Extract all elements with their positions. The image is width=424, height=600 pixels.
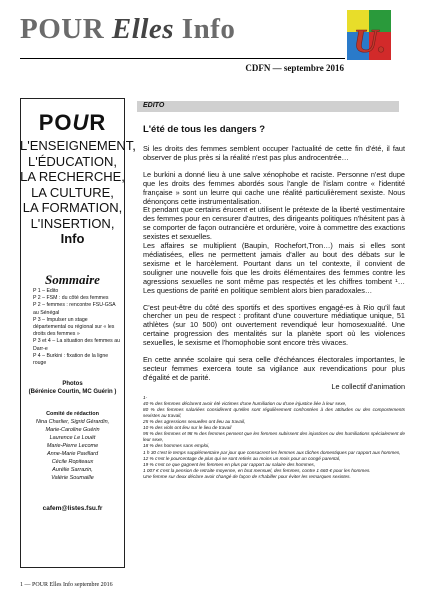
sommaire-item: P 3 – Impulser un stage départemental ou régional sur « les droits des femmes » xyxy=(33,316,115,338)
header-rule xyxy=(20,58,345,59)
theme-line: L'INSERTION, xyxy=(30,215,115,231)
photos-credit-block xyxy=(20,380,125,396)
fsu-logo-icon xyxy=(345,8,395,66)
edito-footnotes xyxy=(143,395,405,480)
photos-title: Photos xyxy=(62,381,83,387)
edito-paragraph: Et pendant que certains érucent et utilisent le prétexte de la liberté vestimentaire des femmes pour en censurer d'autres, des dirigeants politiques n'hésitent pas à se comporter de façon outrancière et ordurière, voire à commettre des exactions sexistes et sexuelles. xyxy=(143,205,405,242)
comite-member: Cécile Ropiteaux xyxy=(51,459,94,465)
edito-paragraph: Si les droits des femmes semblent occuper l'actualité de cette fin d'été, il faut observer de plus près si la réalité n'est pas plus androcentrée… xyxy=(143,144,405,162)
edito-label-bar xyxy=(137,101,399,112)
footnote: 19 % c'est ce que gagnent les femmes en plus par rapport au salaire des hommes, xyxy=(143,461,316,467)
footnote: 1 h 30 c'est le temps supplémentaire par jour que consacrent les femmes aux tâches domestiques par rapport aux hommes, xyxy=(143,449,401,455)
comite-member: Nina Charlier, Sigrid Gérardin, xyxy=(35,419,110,425)
edito-body xyxy=(143,145,405,480)
comite-block xyxy=(20,410,125,482)
footnote: 80 % des femmes salariées considèrent qu'elles sont régulièrement confrontées à des attitudes ou des comportements sexistes au travail, xyxy=(143,406,405,418)
edito-label: EDITO xyxy=(143,102,165,109)
sommaire-item: P 1 – Edito xyxy=(33,288,59,294)
masthead-pour: POUR xyxy=(20,13,105,45)
sidebar-pour-title xyxy=(20,110,125,136)
edito-paragraph: Les affaires se multiplient (Baupin, Rochefort,Tron…) mais si elles sont médiatisées, elles ne permettent jamais d'aller au bout des débats sur le sexisme et le harcèlement. Pourtant dans un tel contexte, il convient de souligner une nouvelle fois que les droits élémentaires des femmes contre les agressions sexuelles ne sont même pas respectés et les chiffres tombent ¹… Les questions de parité en politique semblent alors bien paradoxales… xyxy=(143,241,405,295)
footnote: Une femme sur deux déclare avoir changé de façon de s'habiller pour éviter les remarques sexistes. xyxy=(143,473,351,479)
footnote: 1 007 € c'est la pension de retraite moyenne, en brut mensuel, des femmes, contre 1 660 € pour les hommes. xyxy=(143,467,371,473)
edito-headline: L'été de tous les dangers ? xyxy=(143,124,266,135)
footnote: 18 % des hommes sans emploi, xyxy=(143,443,210,449)
theme-line: L'ÉDUCATION, xyxy=(28,153,117,169)
contact-email-link[interactable]: cafem@listes.fsu.fr xyxy=(42,505,103,512)
theme-line: LA CULTURE, xyxy=(31,184,114,200)
comite-member: Marie-Pierre Lecome xyxy=(46,443,99,449)
svg-text:U.: U. xyxy=(353,23,387,60)
footnote: 10 % des viols ont lieu sur le lieu de travail xyxy=(143,425,232,431)
photos-credit: (Bérénice Courtin, MC Guérin ) xyxy=(28,389,117,395)
sommaire-item: P 4 – Burkini : fixation de la ligne rouge xyxy=(33,352,109,367)
pour-part1: PO xyxy=(38,110,73,135)
theme-line: LA FORMATION, xyxy=(22,200,123,215)
comite-member: Marie-Caroline Guérin xyxy=(45,427,100,433)
comite-member: Valérie Soumaille xyxy=(51,475,94,481)
pour-part3: R xyxy=(89,110,107,135)
edito-paragraph: C'est peut-être du côté des sportifs et des sportives engagé-es à Rio qu'il faut chercher un peu de respect : profitant d'une couverture médiatique unique, 51 athlètes (sur 10 500) ont ouvertement revendiqué leur homosexualité. Une certaine progression des mentalités sur la planète sport où les violences sexuelles, le sexisme et l'homophobie sont encore très vivaces. xyxy=(143,302,405,348)
footnote: 40 % des femmes déclarent avoir été victimes d'une humiliation ou d'une injustice liée à leur sexe, xyxy=(143,400,347,406)
page-footer: 1 — POUR Elles Info septembre 2016 xyxy=(20,582,113,588)
comite-member: Anne-Marie Pavillard xyxy=(46,451,99,457)
edito-signature: Le collectif d'animation xyxy=(331,381,405,391)
masthead-info: Info xyxy=(181,13,236,45)
masthead-title xyxy=(20,13,340,47)
theme-line: LA RECHERCHE, xyxy=(20,169,125,184)
issue-date: CDFN — septembre 2016 xyxy=(245,63,344,73)
footnote: 95 % des femmes et 98 % des femmes pensent que les femmes subissent des injustices ou des humiliations spécialement de leur sexe, xyxy=(143,431,405,443)
sidebar-themes xyxy=(20,138,136,247)
sommaire-item: P 3 et 4 – La situation des femmes au Darr-e xyxy=(33,338,120,352)
theme-line: L'ENSEIGNEMENT, xyxy=(20,138,136,153)
theme-line-info: Info xyxy=(60,231,85,246)
footnote: 12 % c'est le pourcentage de plus qui se sont retirés au moins un mois pour un congé parental, xyxy=(143,455,341,461)
masthead-elles: Elles xyxy=(111,13,175,45)
sommaire-item: P 2 – femmes : rencontre FSU-GSA au Sénégal xyxy=(33,302,116,316)
footnote: 1- xyxy=(143,394,148,400)
edito-paragraph: Le burkini a donné lieu à une salve xénophobe et raciste. Personne n'est dupe que les droits des femmes abordés sous l'angle de l'islam contre « l'identité française » sont un leurre qui cache une réalité particulièrement sexiste. Nous dénonçons cette instrumentalisation. xyxy=(143,169,405,206)
pour-part2: U xyxy=(72,110,90,135)
sommaire-title: Sommaire xyxy=(45,272,100,287)
comite-member: Aurélie Sarrazin, xyxy=(52,467,93,473)
edito-paragraph: En cette année scolaire qui sera celle d'échéances électorales importantes, le secteur femmes exercera toute sa vigilance aux revendications pour plus d'égalité et de parité. xyxy=(143,355,405,382)
sommaire-item: P 2 – FSM : du côté des femmes xyxy=(33,295,109,302)
comite-title: Comité de rédaction xyxy=(46,411,99,417)
footnote: 25 % des agressions sexuelles ont lieu au travail, xyxy=(143,419,246,425)
sommaire-list xyxy=(33,288,121,367)
comite-member: Laurence Le Louët xyxy=(49,435,96,441)
